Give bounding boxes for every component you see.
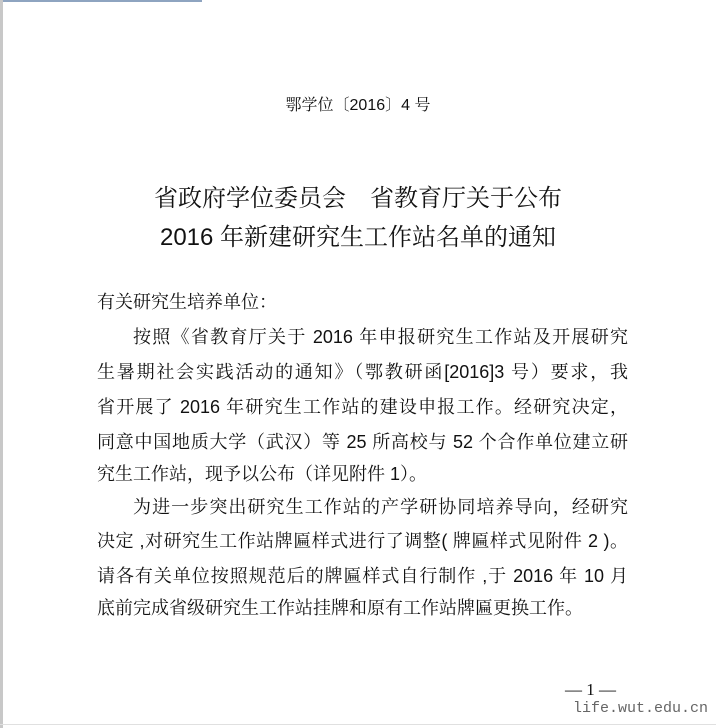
paragraph-2-line: 请各有关单位按照规范后的牌匾样式自行制作 ,于 2016 年 10 月 xyxy=(97,566,628,586)
title-line-2: 2016 年新建研究生工作站名单的通知 xyxy=(159,224,557,251)
title-line-1: 省政府学位委员会 省教育厅关于公布 xyxy=(154,185,562,212)
document-number: 鄂学位〔2016〕4 号 xyxy=(285,97,431,114)
paragraph-1-line: 生暑期社会实践活动的通知》（鄂教研函[2016]3 号）要求，我 xyxy=(97,362,628,382)
paragraph-2-line: 决定 ,对研究生工作站牌匾样式进行了调整( 牌匾样式见附件 2 )。 xyxy=(97,531,628,551)
paragraph-1-line: 按照《省教育厅关于 2016 年申报研究生工作站及开展研究 xyxy=(133,327,628,347)
salutation: 有关研究生培养单位： xyxy=(97,292,277,312)
page-number: — 1 — xyxy=(565,680,616,699)
bottom-border xyxy=(0,724,716,725)
paragraph-1-line: 同意中国地质大学（武汉）等 25 所高校与 52 个合作单位建立研 xyxy=(97,432,628,452)
paragraph-1-line: 省开展了 2016 年研究生工作站的建设申报工作。经研究决定， xyxy=(97,397,628,417)
paragraph-2-line: 底前完成省级研究生工作站挂牌和原有工作站牌匾更换工作。 xyxy=(97,598,583,618)
paragraph-2-line: 为进一步突出研究生工作站的产学研协同培养导向，经研究 xyxy=(133,497,628,517)
watermark: life.wut.edu.cn xyxy=(573,700,709,717)
paragraph-1-line: 究生工作站，现予以公布（详见附件 1）。 xyxy=(97,464,428,484)
top-border xyxy=(0,0,202,2)
